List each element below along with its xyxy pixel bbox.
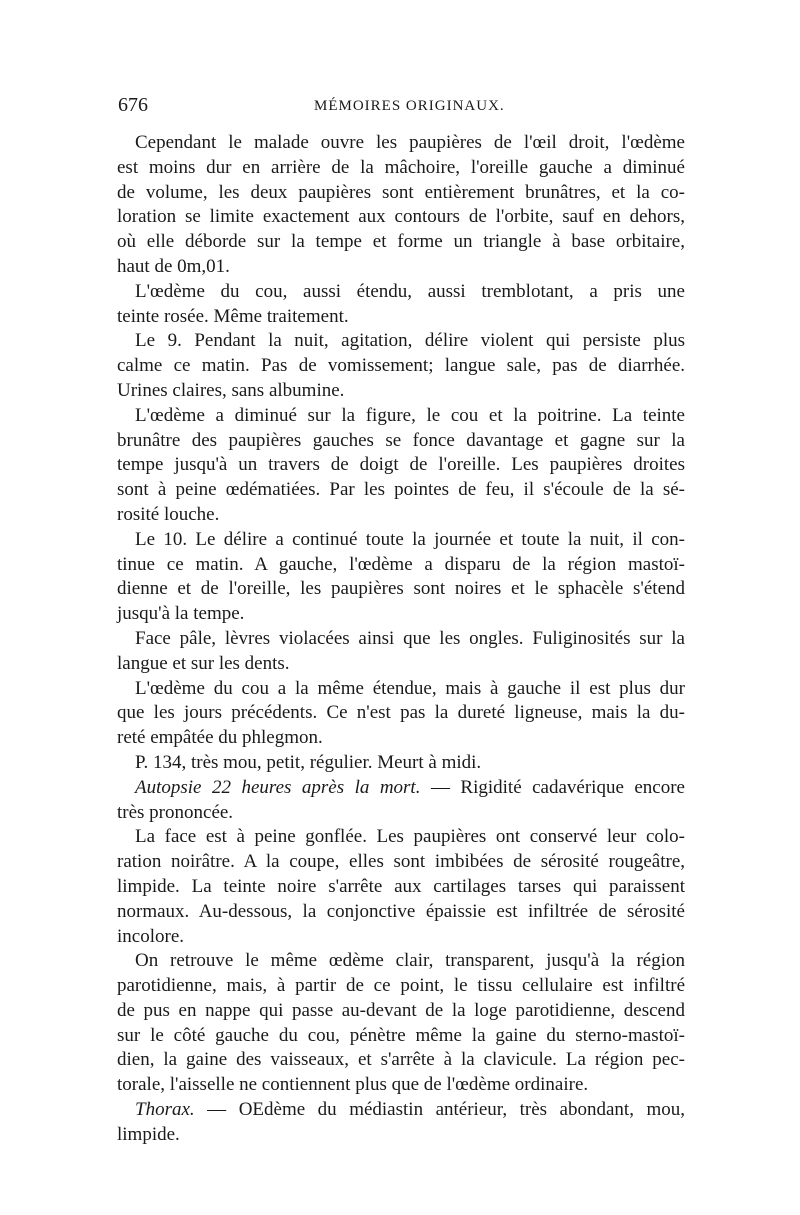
text-line: Le 10. Le délire a continué toute la journée et toute la nuit, il con- [135,528,685,550]
text-line: jusqu'à la tempe. [117,603,245,625]
text-line: tempe jusqu'à un travers de doigt de l'oreille. Les paupières droites [117,454,685,476]
text-line [117,1098,685,1123]
text-line: normaux. Au-dessous, la conjonctive épaissie est infiltrée de sérosité [117,900,685,922]
text-line: brunâtre des paupières gauches se fonce davantage et gagne sur la [117,429,685,451]
running-head: MÉMOIRES ORIGINAUX. [314,98,505,114]
text-line: rosité louche. [117,503,220,525]
text-line: limpide. [117,1123,180,1145]
text-line: sur le côté gauche du cou, pénètre même la gaine du sterno-mastoï- [117,1024,685,1046]
text-line: La face est à peine gonflée. Les paupières ont conservé leur colo- [135,826,685,848]
text-line: est moins dur en arrière de la mâchoire, l'oreille gauche a diminué [117,156,685,178]
text-line: Le 9. Pendant la nuit, agitation, délire violent qui persiste plus [135,330,685,352]
page-header [118,94,684,120]
body-text [117,131,685,1148]
text-line: dien, la gaine des vaisseaux, et s'arrête à la clavicule. La région pec- [117,1049,685,1071]
text-line: parotidienne, mais, à partir de ce point, le tissu cellulaire est infiltré [117,975,685,997]
text-line: très prononcée. [117,801,234,823]
text-line: L'œdème a diminué sur la figure, le cou et la poitrine. La teinte [135,404,685,426]
text-line: Cependant le malade ouvre les paupières de l'œil droit, l'œdème [135,132,685,153]
text-line: loration se limite exactement aux contours de l'orbite, sauf en dehors, [117,206,685,228]
text-line: où elle déborde sur la tempe et forme un triangle à base orbitaire, [117,231,685,253]
text-line: On retrouve le même œdème clair, transparent, jusqu'à la région [135,950,685,972]
text-line [117,776,685,801]
text-line: torale, l'aisselle ne contiennent plus que de l'œdème ordinaire. [117,1074,589,1096]
line-rest: — OEdème du médiastin antérieur, très abondant, mou, [194,1099,685,1121]
text-line: que les jours précédents. Ce n'est pas la dureté ligneuse, mais la du- [117,702,685,724]
text-line: P. 134, très mou, petit, régulier. Meurt à midi. [135,751,482,773]
text-line: teinte rosée. Même traitement. [117,305,349,327]
text-line: langue et sur les dents. [117,652,290,674]
text-line: dienne et de l'oreille, les paupières sont noires et le sphacèle s'étend [117,578,685,600]
line-rest: — Rigidité cadavérique encore [420,776,685,798]
page-number: 676 [118,94,148,116]
text-line: incolore. [117,925,185,947]
text-line: haut de 0m,01. [117,255,230,277]
text-line: sont à peine œdématiées. Par les pointes de feu, il s'écoule de la sé- [117,479,685,501]
text-line: de volume, les deux paupières sont entièrement brunâtres, et la co- [117,181,685,203]
text-line: reté empâtée du phlegmon. [117,727,323,749]
text-line: tinue ce matin. A gauche, l'œdème a disparu de la région mastoï- [117,553,685,575]
text-line: Urines claires, sans albumine. [117,379,345,401]
italic-heading: Autopsie 22 heures après la mort. [135,776,421,798]
text-line: ration noirâtre. A la coupe, elles sont imbibées de sérosité rougeâtre, [117,851,685,873]
text-line: de pus en nappe qui passe au-devant de la loge parotidienne, descend [117,999,685,1021]
italic-heading: Thorax. [135,1099,195,1121]
text-line: L'œdème du cou, aussi étendu, aussi tremblotant, a pris une [135,280,685,302]
text-line: limpide. La teinte noire s'arrête aux cartilages tarses qui paraissent [117,875,685,897]
text-line: Face pâle, lèvres violacées ainsi que les ongles. Fuliginosités sur la [135,627,685,649]
text-line: calme ce matin. Pas de vomissement; langue sale, pas de diarrhée. [117,355,685,377]
text-line: L'œdème du cou a la même étendue, mais à gauche il est plus dur [135,677,685,699]
